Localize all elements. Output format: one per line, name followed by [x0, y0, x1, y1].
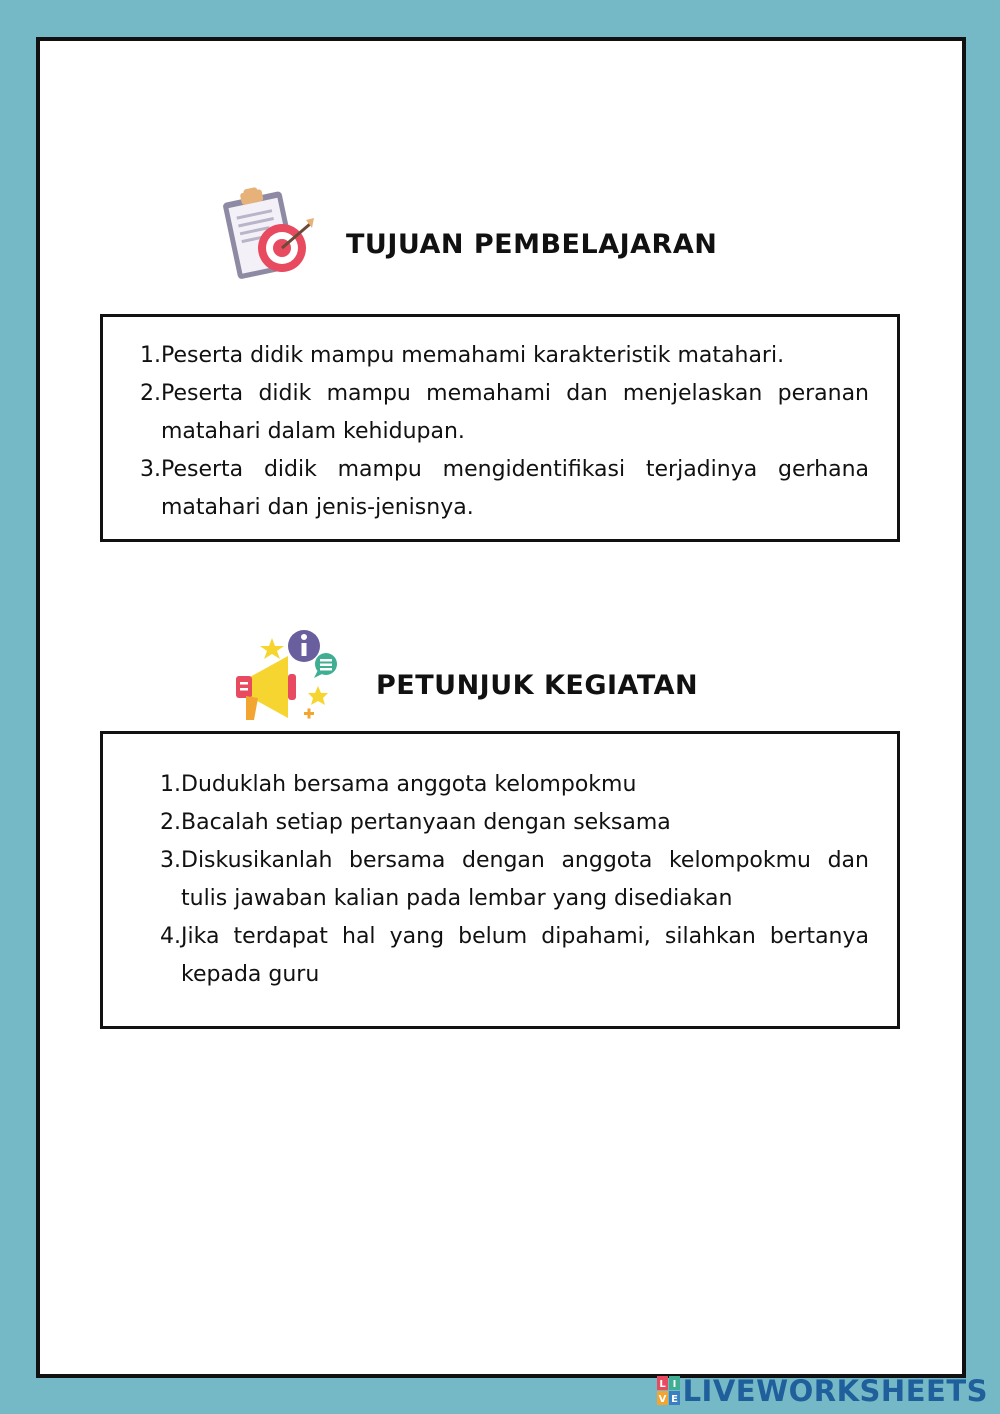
list-item-text: Peserta didik mampu memahami dan menjelaskan peranan matahari dalam kehidupan.: [161, 381, 869, 444]
list-item: [133, 337, 869, 375]
logo-letter: I: [672, 1379, 676, 1390]
list-item-number: 1.: [140, 343, 161, 368]
objectives-list: [103, 317, 897, 527]
list-item-number: 4.: [160, 924, 181, 949]
liveworksheets-logo[interactable]: [657, 1374, 988, 1408]
logo-letter: E: [670, 1394, 678, 1405]
list-item-text: Duduklah bersama anggota kelompokmu: [181, 772, 637, 797]
megaphone-icon: [228, 626, 340, 722]
list-item-number: 3.: [140, 457, 161, 482]
activity-instructions-box: [100, 731, 900, 1029]
liveworksheets-logo-icon: [657, 1376, 681, 1406]
section-title: PETUNJUK KEGIATAN: [376, 669, 699, 701]
list-item-text: Bacalah setiap pertanyaan dengan seksama: [181, 810, 671, 835]
brand-name: LIVEWORKSHEETS: [682, 1374, 988, 1408]
section-header-petunjuk: [228, 626, 698, 722]
list-item: [153, 766, 869, 804]
section-title: TUJUAN PEMBELAJARAN: [346, 228, 718, 260]
worksheet-page: [36, 37, 966, 1378]
instructions-list: [103, 734, 897, 994]
list-item-number: 2.: [140, 381, 161, 406]
list-item: [133, 375, 869, 451]
list-item: [153, 918, 869, 994]
learning-objectives-box: [100, 314, 900, 542]
list-item: [133, 451, 869, 527]
clipboard-target-icon: [216, 186, 316, 284]
list-item-text: Peserta didik mampu memahami karakteristik matahari.: [161, 343, 785, 368]
list-item-number: 3.: [160, 848, 181, 873]
section-header-tujuan: [216, 186, 717, 284]
list-item-number: 1.: [160, 772, 181, 797]
logo-letter: V: [658, 1394, 666, 1405]
list-item-text: Diskusikanlah bersama dengan anggota kelompokmu dan tulis jawaban kalian pada lembar yang disediakan: [181, 848, 869, 911]
list-item: [153, 842, 869, 918]
list-item-text: Jika terdapat hal yang belum dipahami, silahkan bertanya kepada guru: [181, 924, 869, 987]
list-item-number: 2.: [160, 810, 181, 835]
logo-letter: L: [658, 1379, 666, 1390]
list-item-text: Peserta didik mampu mengidentifikasi terjadinya gerhana matahari dan jenis-jenisnya.: [161, 457, 869, 520]
list-item: [153, 804, 869, 842]
